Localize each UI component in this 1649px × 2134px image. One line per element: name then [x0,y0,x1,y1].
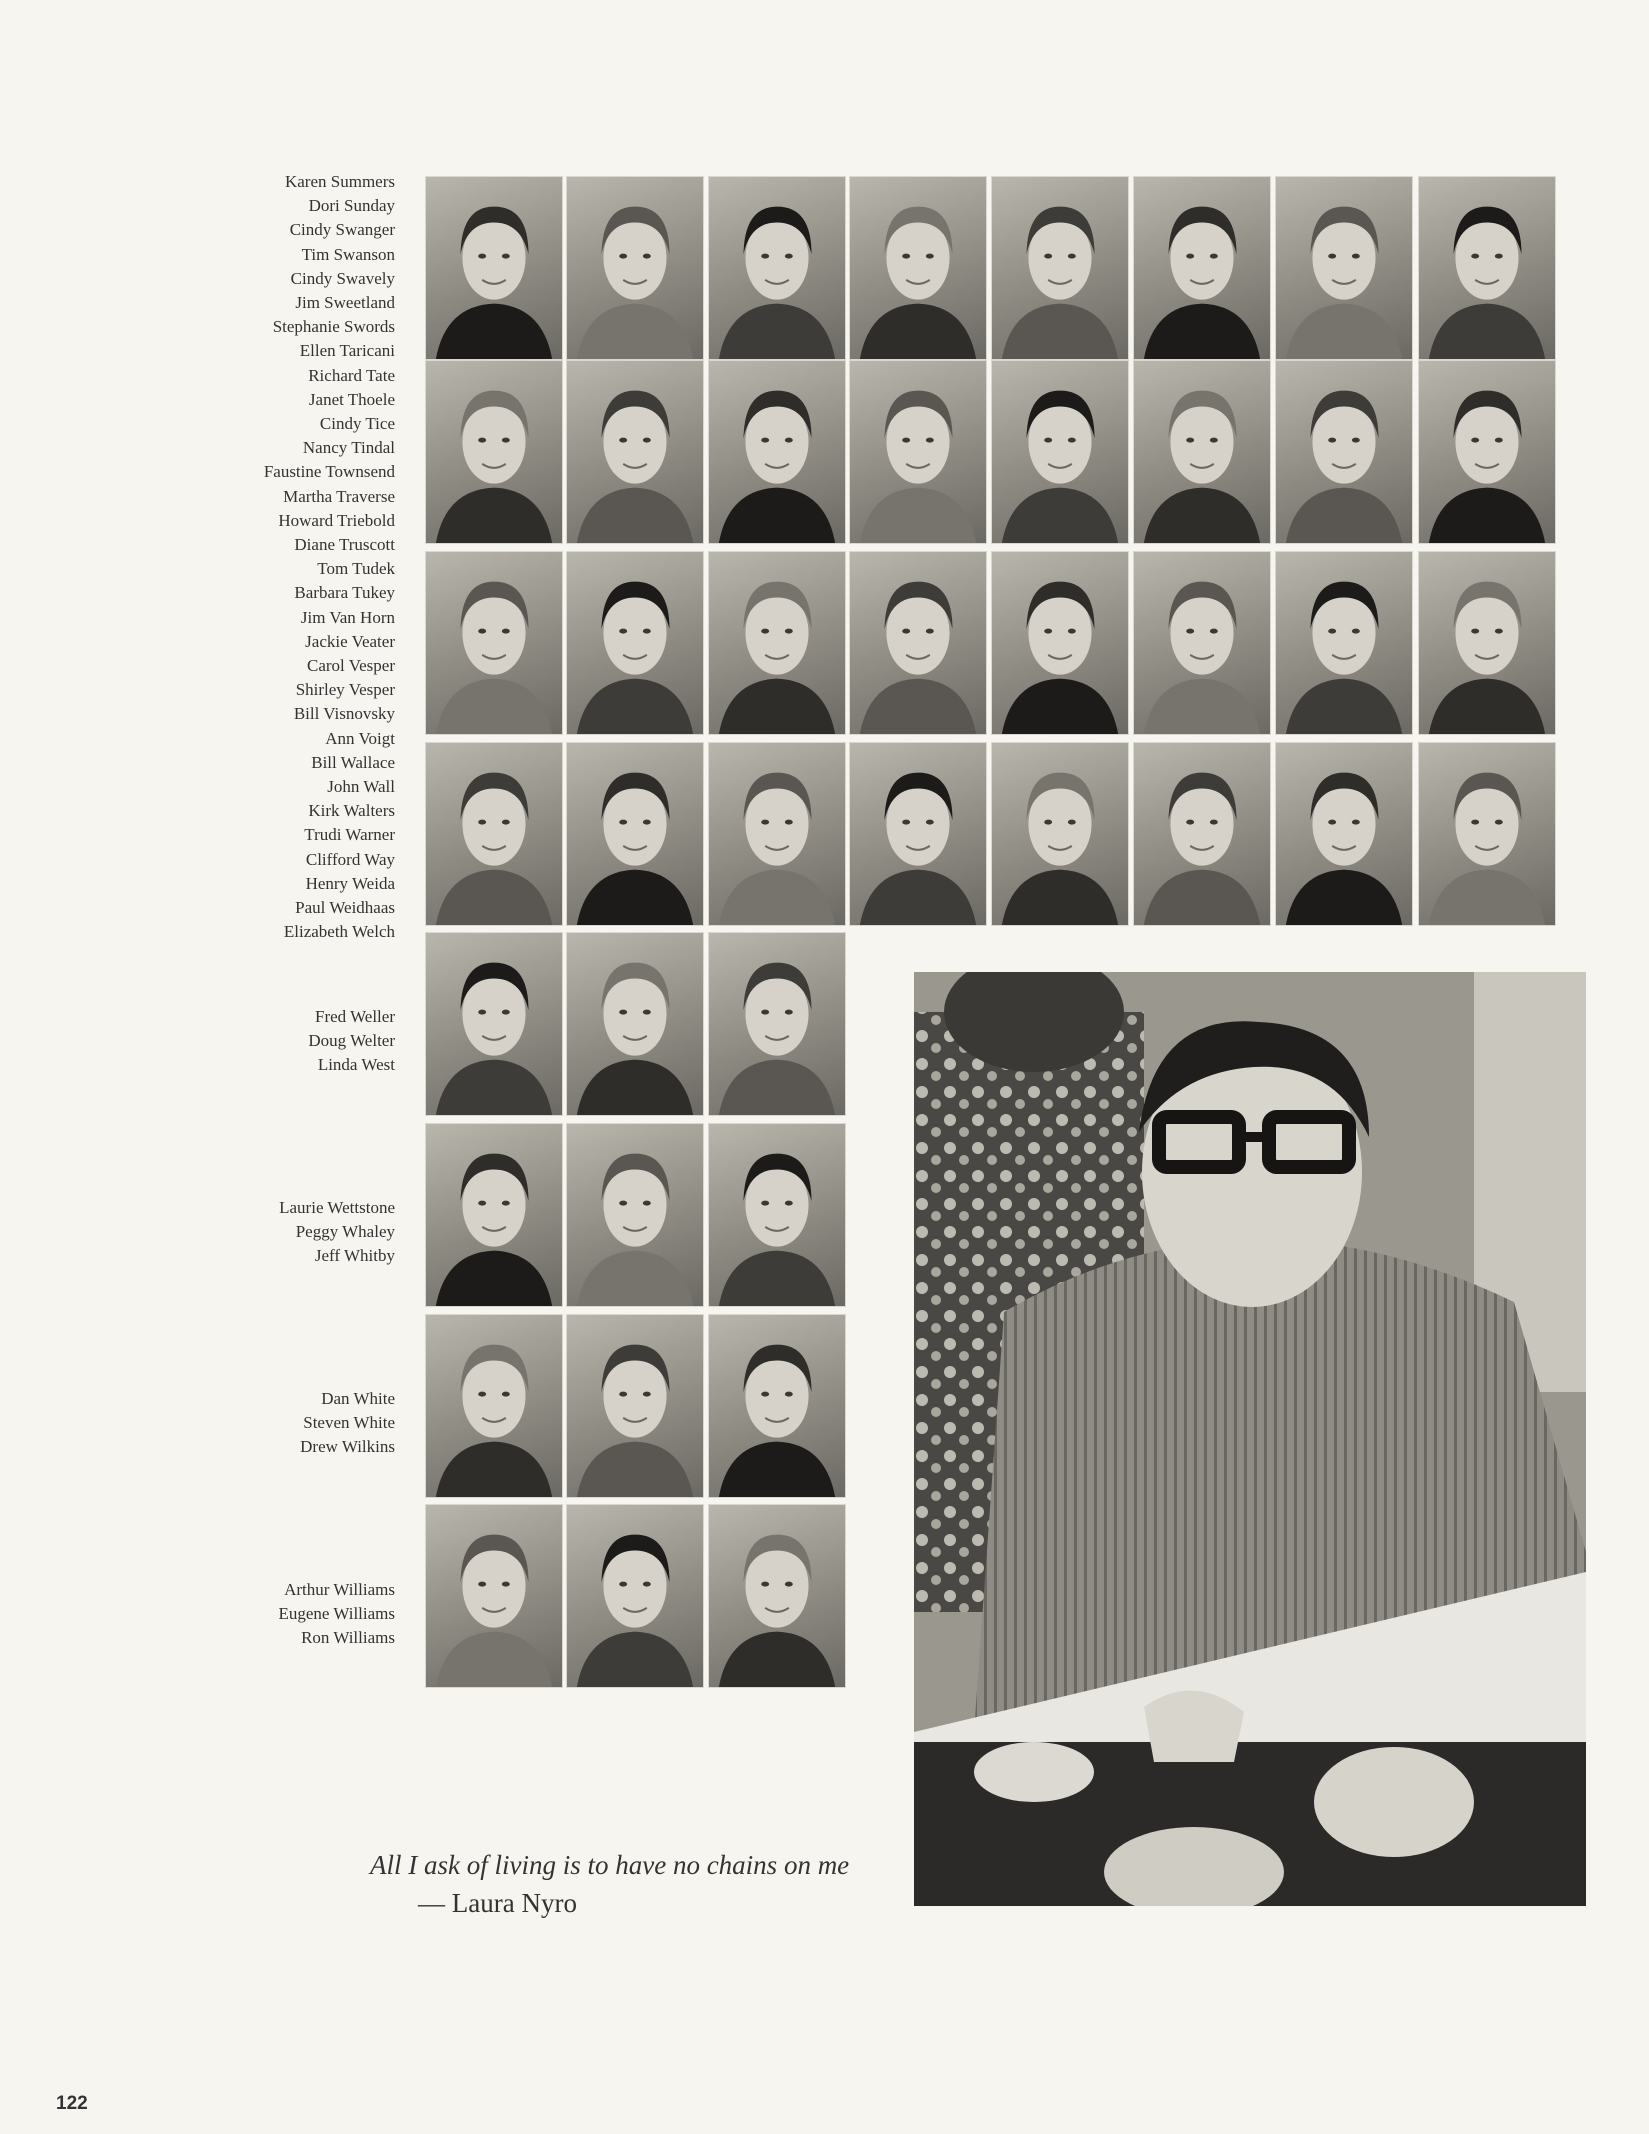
student-name: Steven White [303,1413,395,1433]
student-portrait [425,551,563,735]
student-portrait [991,360,1129,544]
quote-text: All I ask of living is to have no chains on me [370,1850,850,1880]
student-name: Dan White [321,1389,395,1408]
student-portrait [566,932,704,1116]
student-name: Linda West [317,1055,395,1075]
student-name: Tom Tudek [317,559,395,579]
student-name: Faustine Townsend [263,462,395,482]
quote-attribution: — Laura Nyro [418,1888,577,1918]
student-portrait [708,742,846,926]
student-portrait [1418,360,1556,544]
student-portrait [425,1504,563,1688]
student-name: Shirley Vesper [295,680,395,700]
student-portrait [708,1314,846,1498]
student-portrait [1418,176,1556,360]
student-portrait [708,932,846,1116]
name-list-main [264,170,395,945]
student-name: Peggy Whaley [295,1222,395,1242]
student-name: Bill Wallace [311,752,395,772]
student-portrait [425,176,563,360]
student-portrait [425,1314,563,1498]
student-name: Laurie Wettstone [279,1198,395,1217]
student-name: Karen Summers [284,172,395,191]
page-number: 122 [56,2093,88,2114]
student-name: Jim Van Horn [300,607,395,627]
student-name: Stephanie Swords [272,317,395,337]
student-name: Janet Thoele [308,389,395,409]
student-portrait [566,551,704,735]
student-portrait [708,1504,846,1688]
student-portrait [1275,742,1413,926]
student-name: Nancy Tindal [302,438,395,458]
student-name: Carol Vesper [307,656,395,676]
student-name: Jackie Veater [305,631,395,651]
student-portrait [566,742,704,926]
name-list-row7 [300,1387,395,1460]
student-portrait [1418,551,1556,735]
student-name: Henry Weida [305,873,395,893]
student-name: Drew Wilkins [300,1437,395,1457]
student-portrait [566,1314,704,1498]
student-portrait [566,176,704,360]
student-name: Arthur Williams [284,1580,395,1599]
student-portrait [566,1504,704,1688]
student-name: Paul Weidhaas [295,898,395,918]
student-portrait [991,176,1129,360]
student-name: Cindy Swanger [289,220,395,240]
student-portrait [849,360,987,544]
student-name: Trudi Warner [304,825,395,845]
student-portrait [566,1123,704,1307]
student-portrait [991,742,1129,926]
student-portrait [991,551,1129,735]
student-name: Doug Welter [308,1031,395,1051]
student-portrait [425,742,563,926]
student-name: Elizabeth Welch [283,922,395,942]
student-name: Ellen Taricani [299,341,395,361]
student-name: Jeff Whitby [314,1246,395,1266]
student-portrait [1275,551,1413,735]
student-name: Clifford Way [305,849,395,869]
student-name: Tim Swanson [301,244,395,264]
student-name: Richard Tate [308,365,395,385]
student-portrait [708,176,846,360]
student-portrait [566,360,704,544]
student-portrait [849,551,987,735]
student-portrait [425,932,563,1116]
student-portrait [1133,176,1271,360]
student-name: Fred Weller [315,1007,395,1026]
student-portrait [708,1123,846,1307]
student-name: Cindy Tice [319,414,395,434]
student-portrait [1133,360,1271,544]
student-name: John Wall [327,777,395,797]
student-portrait [1275,176,1413,360]
student-name: Martha Traverse [283,486,395,506]
student-portrait [708,360,846,544]
candid-photo [914,972,1586,1906]
student-portrait [849,742,987,926]
student-portrait [1133,742,1271,926]
student-name: Howard Triebold [278,510,395,530]
student-name: Ron Williams [301,1628,395,1648]
student-portrait [425,1123,563,1307]
student-name: Eugene Williams [278,1604,395,1624]
student-name: Barbara Tukey [294,583,395,603]
student-name: Kirk Walters [308,801,395,821]
student-portrait [1133,551,1271,735]
name-list-row5 [308,1005,395,1078]
name-list-row8 [278,1578,395,1651]
student-name: Bill Visnovsky [293,704,395,724]
student-name: Ann Voigt [325,728,395,748]
student-name: Diane Truscott [294,535,395,555]
student-name: Dori Sunday [308,196,395,216]
student-portrait [1275,360,1413,544]
student-portrait [425,360,563,544]
student-portrait [708,551,846,735]
student-portrait [1418,742,1556,926]
student-name: Jim Sweetland [295,293,395,313]
student-portrait [849,176,987,360]
student-name: Cindy Swavely [290,268,395,288]
name-list-row6 [279,1196,395,1269]
